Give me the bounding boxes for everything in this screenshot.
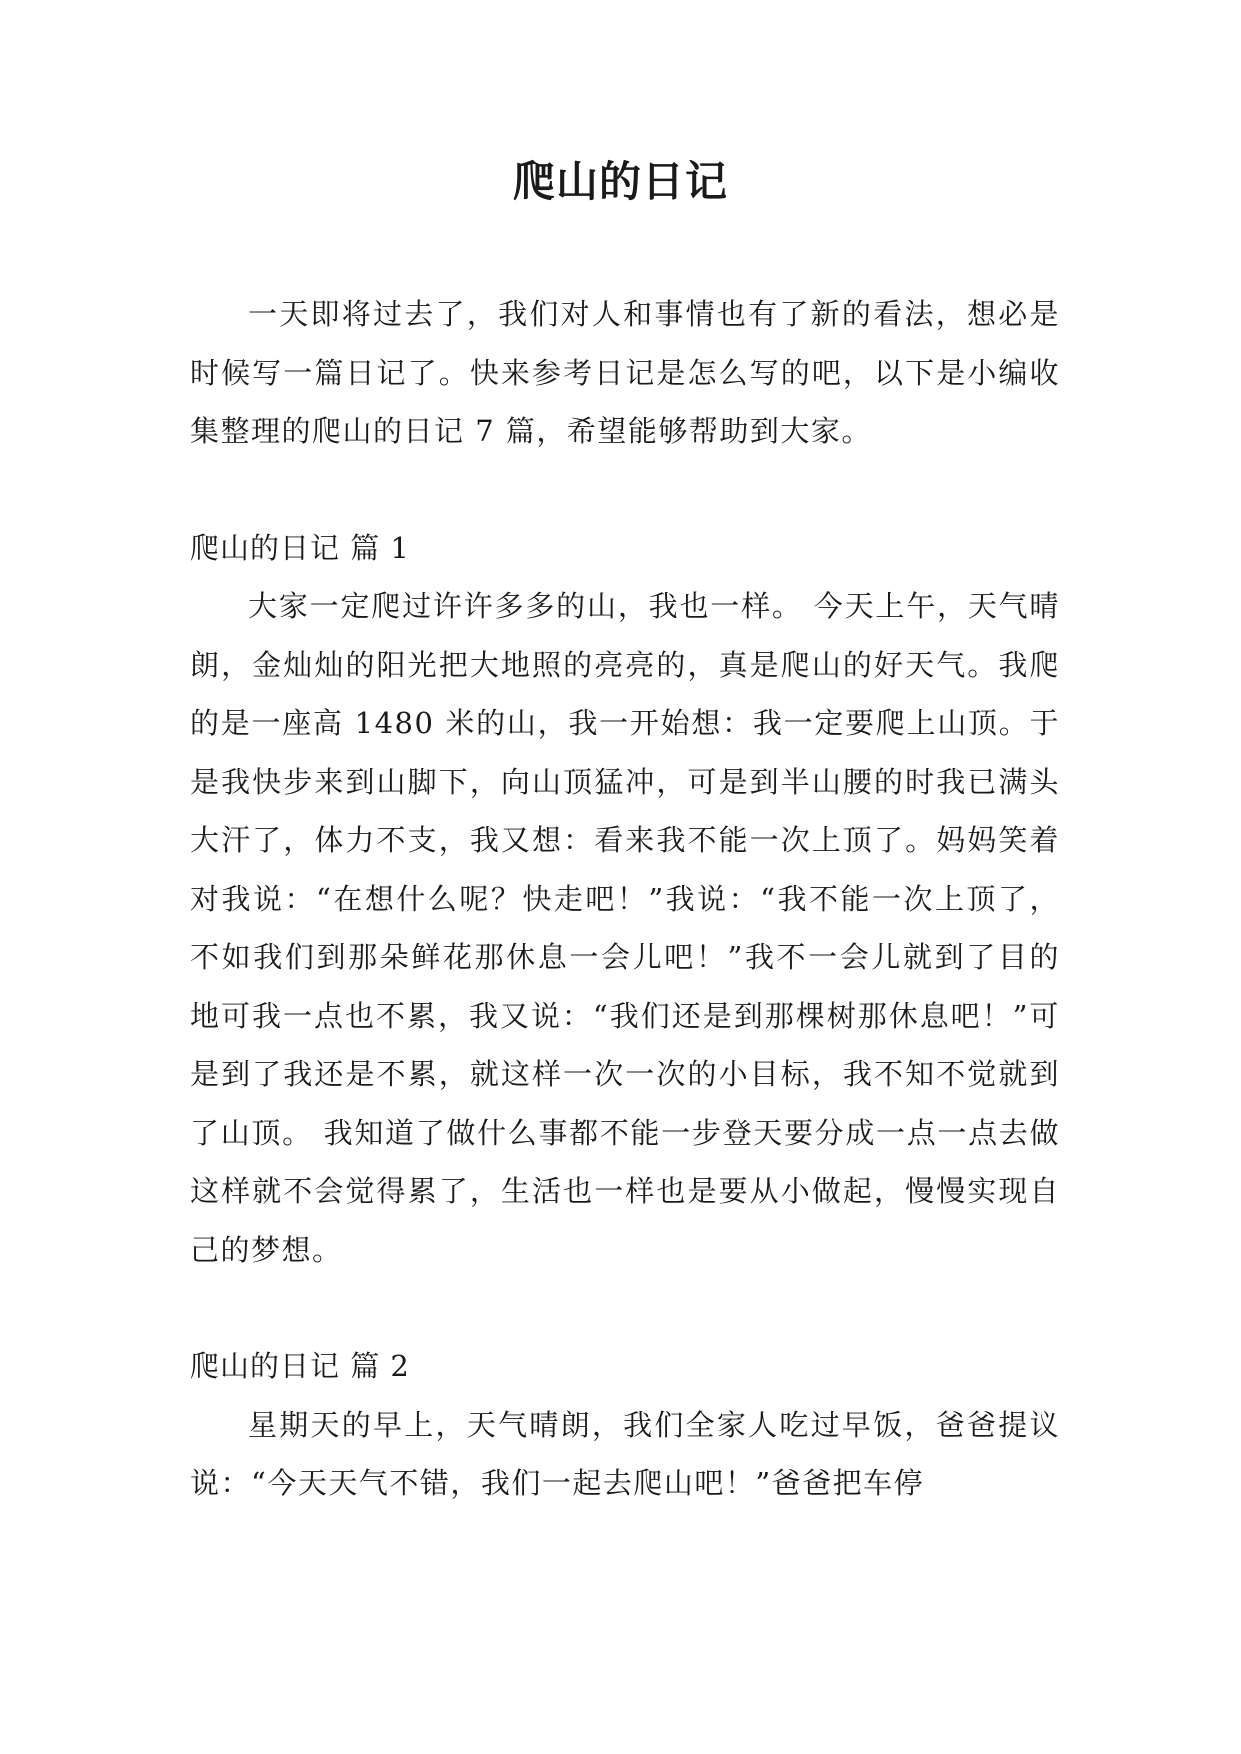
intro-paragraph: 一天即将过去了，我们对人和事情也有了新的看法，想必是时候写一篇日记了。快来参考日记是怎么写的吧，以下是小编收集整理的爬山的日记 7 篇，希望能够帮助到大家。 [190,297,1060,448]
section-paragraph: 大家一定爬过许许多多的山，我也一样。 今天上午，天气晴朗，金灿灿的阳光把大地照的亮亮的，真是爬山的好天气。我爬的是一座高 1480 米的山，我一开始想：我一定要爬上山顶。于是我快步来到山脚下，向山顶猛冲，可是到半山腰的时我已满头大汗了，体力不支，我又想：看来我不能一次上顶了。妈妈笑着对我说：“在想什么呢？快走吧！”我说：“我不能一次上顶了，不如我们到那朵鲜花那休息一会儿吧！”我不一会儿就到了目的地可我一点也不累，我又说：“我们还是到那棵树那休息吧！”可是到了我还是不累，就这样一次一次的小目标，我不知不觉就到了山顶。 我知道了做什么事都不能一步登天要分成一点一点去做这样就不会觉得累了，生活也一样也是要从小做起，慢慢实现自己的梦想。 [190,589,1060,1267]
document-title: 爬山的日记 [512,157,728,206]
spacer [190,1279,1060,1337]
section-paragraph: 星期天的早上，天气晴朗，我们全家人吃过早饭，爸爸提议说：“今天天气不错，我们一起去爬山吧！”爸爸把车停 [190,1407,1060,1500]
spacer [190,461,1060,519]
document-body [190,285,1060,1513]
diary-entry [190,519,1060,1280]
section-heading: 爬山的日记 篇 1 [190,530,410,565]
section-heading: 爬山的日记 篇 2 [190,1349,410,1383]
diary-entry [190,1337,1060,1513]
